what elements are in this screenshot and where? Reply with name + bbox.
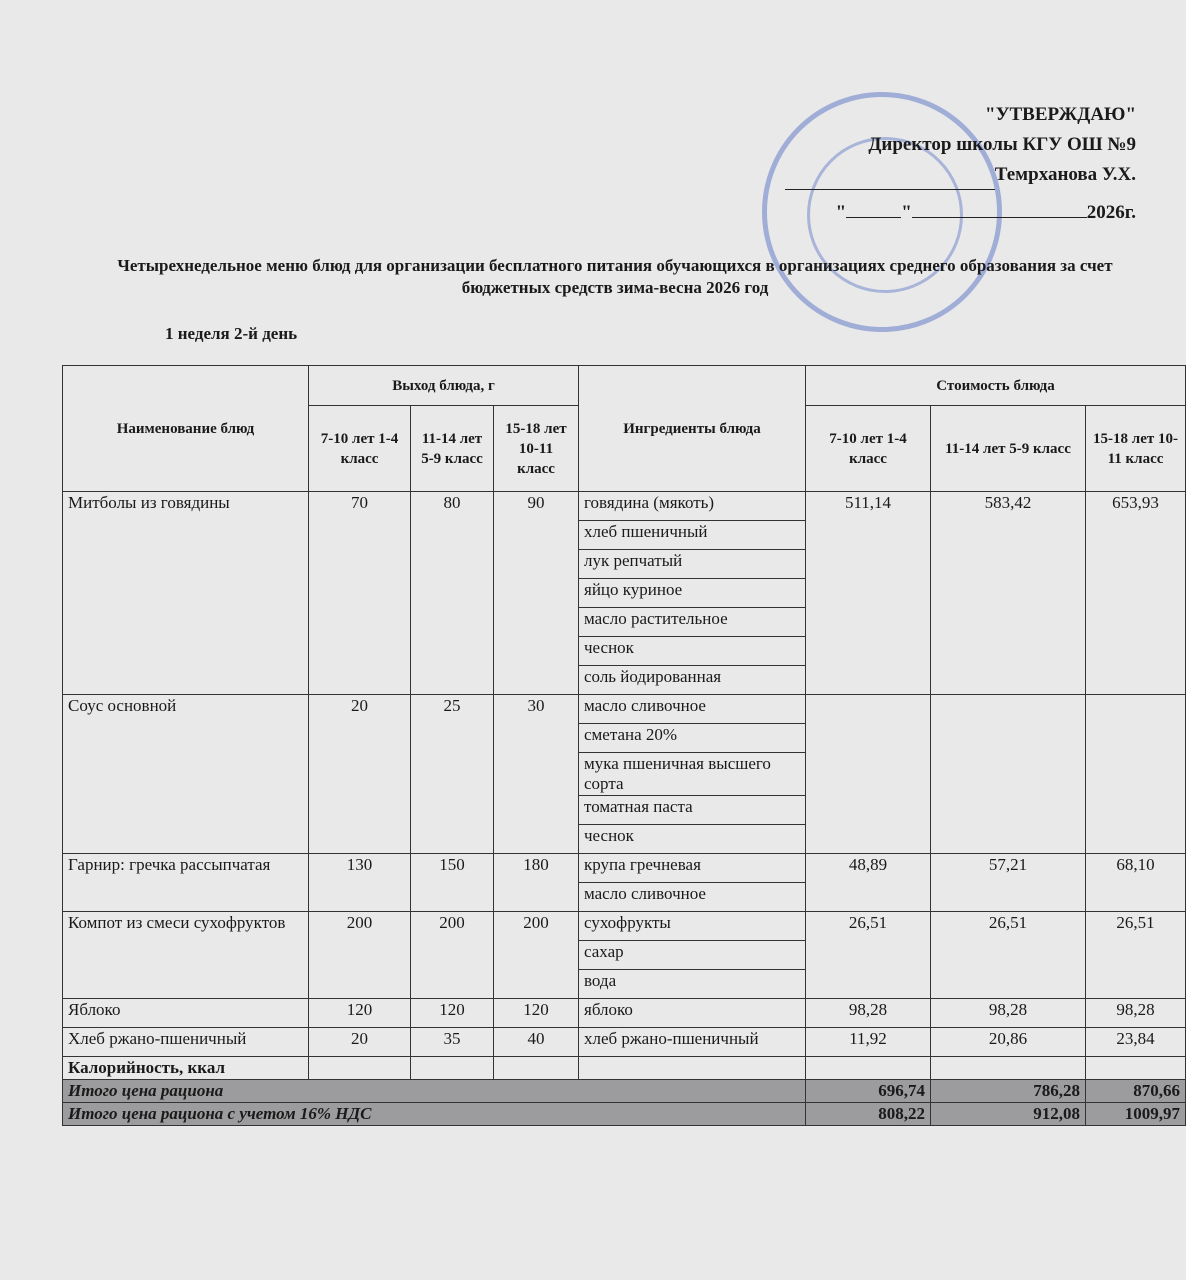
approval-year: 2026г. — [1086, 202, 1136, 223]
table-row — [63, 999, 1186, 1028]
ingredient: сахар — [579, 941, 806, 970]
dish-cost: 511,14 — [806, 492, 931, 695]
ingredient: соль йодированная — [579, 666, 806, 695]
dish-cost — [1086, 695, 1186, 854]
total-label: Итого цена рациона — [63, 1080, 806, 1103]
table-row — [63, 912, 1186, 941]
dish-name: Яблоко — [63, 999, 309, 1028]
header-age: 7-10 лет 1-4 класс — [806, 406, 931, 492]
empty-cell — [579, 1057, 806, 1080]
menu-table — [62, 365, 1186, 1126]
dish-cost: 26,51 — [806, 912, 931, 999]
empty-cell — [494, 1057, 579, 1080]
dish-cost: 20,86 — [931, 1028, 1086, 1057]
quote-mark: " — [901, 202, 912, 223]
header-age: 11-14 лет 5-9 класс — [411, 406, 494, 492]
calories-label: Калорийность, ккал — [63, 1057, 309, 1080]
approval-heading: "УТВЕРЖДАЮ" — [985, 104, 1136, 125]
ingredient: чеснок — [579, 637, 806, 666]
dish-weight: 200 — [494, 912, 579, 999]
dish-name: Митболы из говядины — [63, 492, 309, 695]
dish-cost — [931, 695, 1086, 854]
ingredient: мука пшеничная высшего сорта — [579, 753, 806, 796]
table-row — [63, 1028, 1186, 1057]
table-row — [63, 695, 1186, 724]
month-blank — [912, 217, 1087, 218]
dish-weight: 35 — [411, 1028, 494, 1057]
dish-weight: 120 — [494, 999, 579, 1028]
dish-cost: 98,28 — [931, 999, 1086, 1028]
document-title: Четырехнедельное меню блюд для организации бесплатного питания обучающихся в организациях среднего образования за счет бюджетных средств зима-весна 2026 год — [117, 256, 1113, 297]
ingredient: чеснок — [579, 825, 806, 854]
dish-weight: 20 — [309, 1028, 411, 1057]
header-age: 7-10 лет 1-4 класс — [309, 406, 411, 492]
ingredient: яйцо куриное — [579, 579, 806, 608]
empty-cell — [309, 1057, 411, 1080]
dish-cost: 653,93 — [1086, 492, 1186, 695]
dish-weight: 130 — [309, 854, 411, 912]
dish-cost: 26,51 — [931, 912, 1086, 999]
dish-cost: 48,89 — [806, 854, 931, 912]
total-row — [63, 1080, 1186, 1103]
day-blank — [846, 217, 901, 218]
ingredient: хлеб пшеничный — [579, 521, 806, 550]
approval-block — [785, 100, 1136, 228]
empty-cell — [411, 1057, 494, 1080]
header-cost: Стоимость блюда — [806, 366, 1186, 406]
approval-name: Темрханова У.Х. — [994, 164, 1136, 185]
dish-weight: 30 — [494, 695, 579, 854]
dish-weight: 200 — [411, 912, 494, 999]
dish-weight: 80 — [411, 492, 494, 695]
header-name: Наименование блюд — [63, 366, 309, 492]
total-value: 786,28 — [931, 1080, 1086, 1103]
total-label: Итого цена рациона с учетом 16% НДС — [63, 1103, 806, 1126]
header-age: 15-18 лет 10-11 класс — [494, 406, 579, 492]
ingredient: масло растительное — [579, 608, 806, 637]
table-row — [63, 854, 1186, 883]
ingredient: говядина (мякоть) — [579, 492, 806, 521]
signature-line — [785, 169, 995, 190]
ingredient: сметана 20% — [579, 724, 806, 753]
total-value: 696,74 — [806, 1080, 931, 1103]
header-age: 11-14 лет 5-9 класс — [931, 406, 1086, 492]
dish-cost: 11,92 — [806, 1028, 931, 1057]
ingredient: хлеб ржано-пшеничный — [579, 1028, 806, 1057]
dish-cost: 23,84 — [1086, 1028, 1186, 1057]
dish-cost: 57,21 — [931, 854, 1086, 912]
total-value: 1009,97 — [1086, 1103, 1186, 1126]
ingredient: вода — [579, 970, 806, 999]
dish-weight: 20 — [309, 695, 411, 854]
dish-name: Компот из смеси сухофруктов — [63, 912, 309, 999]
ingredient: сухофрукты — [579, 912, 806, 941]
dish-cost: 98,28 — [806, 999, 931, 1028]
dish-cost: 68,10 — [1086, 854, 1186, 912]
header-age: 15-18 лет 10-11 класс — [1086, 406, 1186, 492]
dish-cost: 26,51 — [1086, 912, 1186, 999]
total-value: 808,22 — [806, 1103, 931, 1126]
empty-cell — [931, 1057, 1086, 1080]
table-row — [63, 492, 1186, 521]
dish-name: Соус основной — [63, 695, 309, 854]
quote-mark: " — [835, 202, 847, 223]
ingredient: масло сливочное — [579, 883, 806, 912]
dish-cost: 583,42 — [931, 492, 1086, 695]
dish-weight: 180 — [494, 854, 579, 912]
ingredient: томатная паста — [579, 796, 806, 825]
dish-weight: 40 — [494, 1028, 579, 1057]
dish-weight: 70 — [309, 492, 411, 695]
total-value: 870,66 — [1086, 1080, 1186, 1103]
dish-weight: 120 — [411, 999, 494, 1028]
dish-weight: 150 — [411, 854, 494, 912]
dish-name: Гарнир: гречка рассыпчатая — [63, 854, 309, 912]
dish-weight: 200 — [309, 912, 411, 999]
empty-cell — [1086, 1057, 1186, 1080]
calories-row — [63, 1057, 1186, 1080]
total-value: 912,08 — [931, 1103, 1086, 1126]
ingredient: лук репчатый — [579, 550, 806, 579]
dish-weight: 90 — [494, 492, 579, 695]
dish-cost — [806, 695, 931, 854]
ingredient: масло сливочное — [579, 695, 806, 724]
header-ingredients: Ингредиенты блюда — [579, 366, 806, 492]
dish-weight: 120 — [309, 999, 411, 1028]
dish-name: Хлеб ржано-пшеничный — [63, 1028, 309, 1057]
header-output: Выход блюда, г — [309, 366, 579, 406]
empty-cell — [806, 1057, 931, 1080]
document-subtitle: 1 неделя 2-й день — [165, 324, 298, 343]
ingredient: яблоко — [579, 999, 806, 1028]
ingredient: крупа гречневая — [579, 854, 806, 883]
dish-weight: 25 — [411, 695, 494, 854]
approval-position: Директор школы КГУ ОШ №9 — [868, 134, 1136, 155]
dish-cost: 98,28 — [1086, 999, 1186, 1028]
total-row — [63, 1103, 1186, 1126]
